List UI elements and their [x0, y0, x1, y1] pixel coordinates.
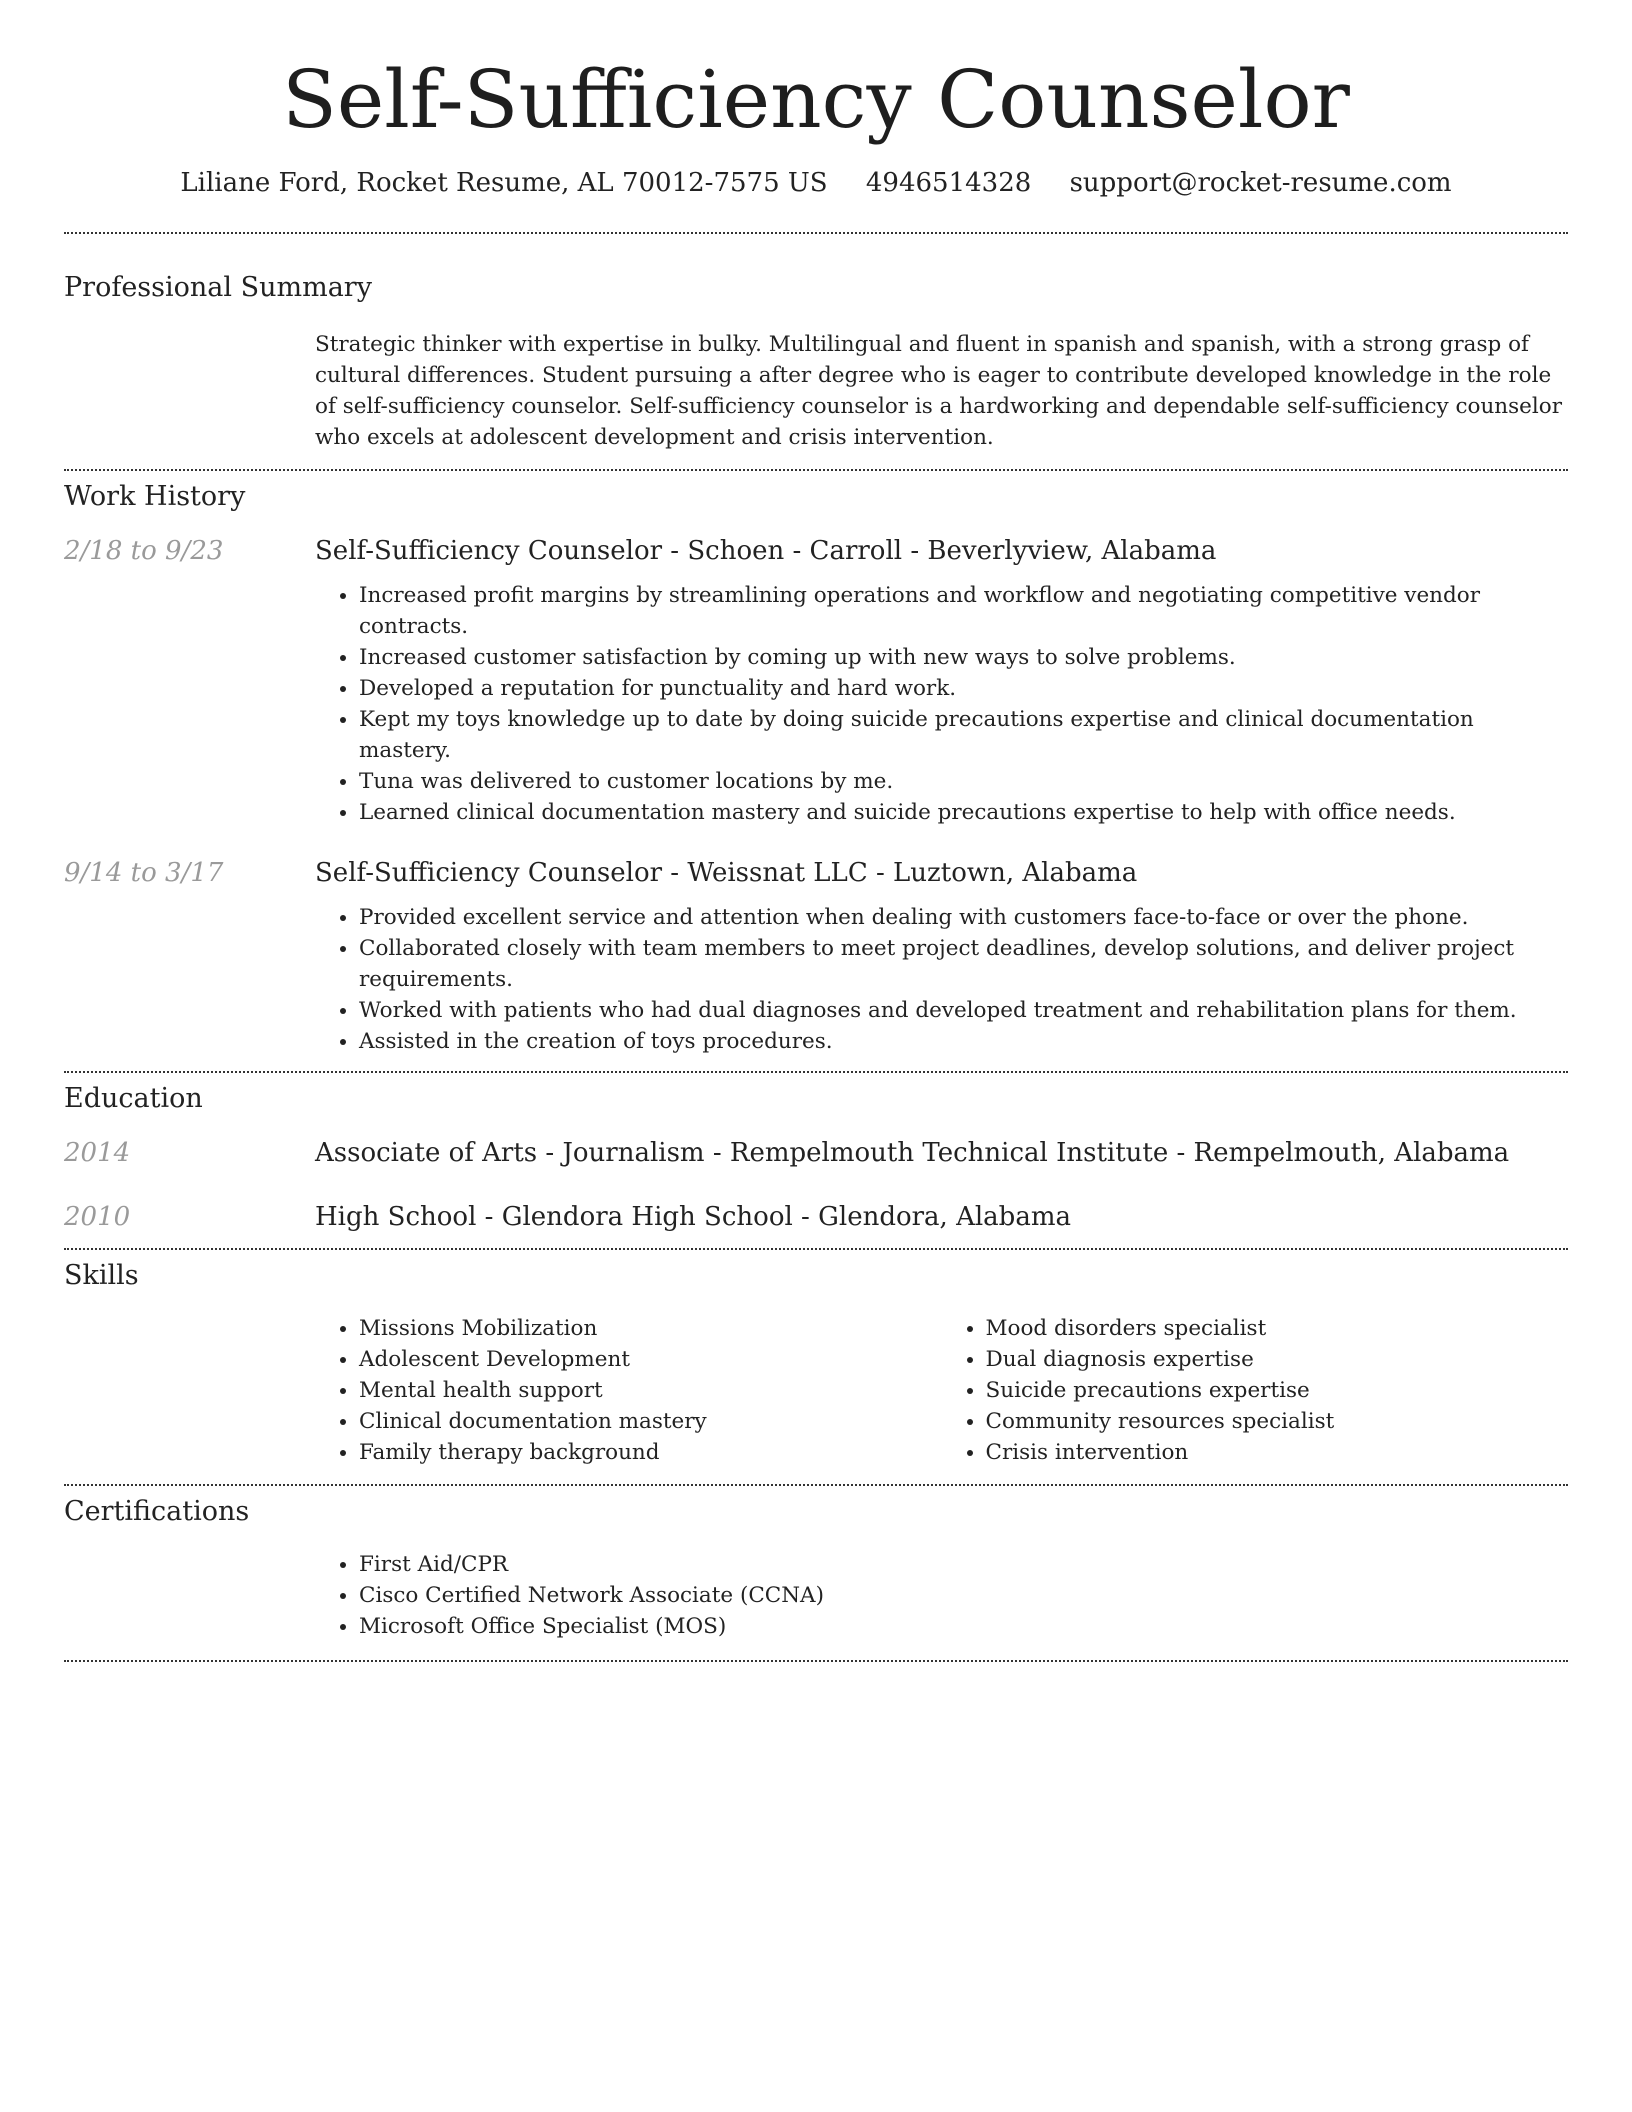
work-history-section	[64, 471, 1568, 1071]
education-school: - Rempelmouth Technical Institute - Rempelmouth, Alabama	[704, 1138, 1510, 1168]
job-bullets	[315, 580, 1568, 828]
resume-page	[64, 0, 1568, 1662]
list-item: • Learned clinical documentation mastery and suicide precautions expertise to help with office needs.	[359, 797, 1568, 828]
list-item: • Provided excellent service and attention when dealing with customers face-to-face or over the phone.	[359, 902, 1568, 933]
summary-text: Strategic thinker with expertise in bulky. Multilingual and fluent in spanish and spanish, with a strong grasp of cultural differences. Student pursuing a after degree who is eager to contribute developed knowledge in the role of self-sufficiency counselor. Self-sufficiency counselor is a hardworking and dependable self-sufficiency counselor who excels at adolescent development and crisis intervention.	[315, 332, 1562, 450]
list-item: • Increased customer satisfaction by coming up with new ways to solve problems.	[359, 642, 1568, 673]
education-year: 2010	[64, 1202, 131, 1232]
education-school: - Glendora High School - Glendora, Alabama	[476, 1202, 1071, 1232]
list-item: • Developed a reputation for punctuality and hard work.	[359, 673, 1568, 704]
list-item: • Community resources specialist	[986, 1406, 1569, 1437]
education-heading: Education	[64, 1083, 203, 1114]
list-item: • Crisis intervention	[986, 1437, 1569, 1468]
job-entry	[64, 858, 1568, 1057]
job-bullets	[315, 902, 1568, 1057]
summary-section	[64, 234, 1568, 469]
contact-address: Liliane Ford, Rocket Resume, AL 70012-7575 US	[180, 168, 828, 198]
skills-heading: Skills	[64, 1260, 139, 1291]
education-entry	[64, 1138, 1568, 1168]
skills-list-left	[315, 1313, 942, 1468]
education-degree: Associate of Arts - Journalism	[315, 1138, 705, 1168]
list-item: • Tuna was delivered to customer locations by me.	[359, 766, 1568, 797]
summary-heading: Professional Summary	[64, 272, 372, 303]
section-divider	[64, 1660, 1568, 1662]
education-degree: High School	[315, 1202, 477, 1232]
certifications-heading: Certifications	[64, 1496, 250, 1527]
list-item: • Cisco Certified Network Associate (CCNA)	[359, 1580, 1568, 1611]
list-item: • Kept my toys knowledge up to date by doing suicide precautions expertise and clinical documentation mastery.	[359, 704, 1568, 766]
education-section	[64, 1073, 1568, 1248]
list-item: • Dual diagnosis expertise	[986, 1344, 1569, 1375]
list-item: • Adolescent Development	[359, 1344, 942, 1375]
list-item: • Missions Mobilization	[359, 1313, 942, 1344]
list-item: • Mental health support	[359, 1375, 942, 1406]
skills-section	[64, 1250, 1568, 1484]
job-title: Self-Sufficiency Counselor - Weissnat LLC - Luztown, Alabama	[315, 858, 1138, 888]
job-dates: 2/18 to 9/23	[64, 536, 224, 566]
list-item: • First Aid/CPR	[359, 1549, 1568, 1580]
list-item: • Family therapy background	[359, 1437, 942, 1468]
work-history-heading: Work History	[64, 481, 246, 512]
certifications-list	[315, 1549, 1568, 1642]
list-item: • Worked with patients who had dual diagnoses and developed treatment and rehabilitation plans for them.	[359, 995, 1568, 1026]
list-item: • Suicide precautions expertise	[986, 1375, 1569, 1406]
education-year: 2014	[64, 1138, 131, 1168]
contact-phone: 4946514328	[865, 168, 1032, 198]
list-item: • Mood disorders specialist	[986, 1313, 1569, 1344]
list-item: • Increased profit margins by streamlining operations and workflow and negotiating competitive vendor contracts.	[359, 580, 1568, 642]
job-dates: 9/14 to 3/17	[64, 858, 224, 888]
skills-list-right	[942, 1313, 1569, 1468]
resume-title: Self-Sufficiency Counselor	[282, 53, 1350, 146]
list-item: • Collaborated closely with team members to meet project deadlines, develop solutions, and deliver project requirements.	[359, 933, 1568, 995]
certifications-section	[64, 1486, 1568, 1660]
contact-email: support@rocket-resume.com	[1069, 168, 1452, 198]
education-title	[315, 1138, 1568, 1168]
job-entry	[64, 536, 1568, 828]
list-item: • Microsoft Office Specialist (MOS)	[359, 1611, 1568, 1642]
job-title: Self-Sufficiency Counselor - Schoen - Carroll - Beverlyview, Alabama	[315, 536, 1217, 566]
education-title	[315, 1202, 1568, 1232]
contact-line	[64, 168, 1568, 198]
list-item: • Clinical documentation mastery	[359, 1406, 942, 1437]
list-item: • Assisted in the creation of toys procedures.	[359, 1026, 1568, 1057]
education-entry	[64, 1202, 1568, 1232]
